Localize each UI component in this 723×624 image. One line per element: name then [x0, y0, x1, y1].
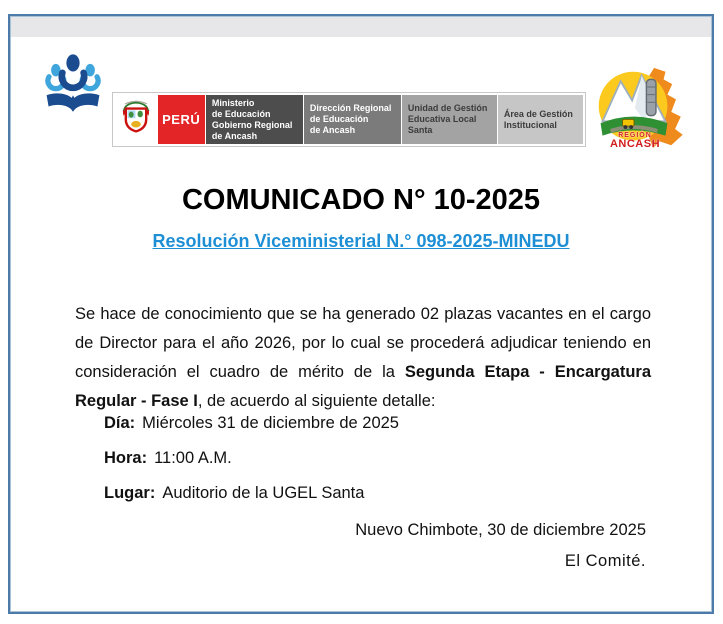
top-gray-band	[11, 17, 711, 37]
ugel-people-book-logo	[40, 50, 106, 122]
peru-label-block	[158, 95, 205, 144]
detail-hora	[104, 447, 399, 469]
peru-label: PERÚ	[162, 112, 201, 127]
detail-dia	[104, 412, 399, 434]
place-date: Nuevo Chimbote, 30 de diciembre 2025	[355, 521, 646, 539]
detail-hora-label: Hora:	[104, 449, 148, 467]
banner-segment-area-gestion: Área de Gestión Institucional	[498, 95, 583, 144]
detail-dia-label: Día:	[104, 414, 136, 432]
event-details	[104, 412, 399, 517]
page-title: COMUNICADO N° 10-2025	[181, 184, 541, 216]
detail-hora-value: 11:00 A.M.	[154, 449, 232, 467]
region-ancash-label: REGIÓN ANCASH	[609, 132, 661, 150]
detail-lugar-value: Auditorio de la UGEL Santa	[162, 484, 365, 502]
banner-segment-ugel-santa: Unidad de Gestión Educativa Local Santa	[402, 95, 497, 144]
peru-coat-of-arms-icon	[115, 95, 157, 144]
detail-lugar	[104, 482, 399, 504]
resolution-subtitle	[10, 231, 712, 252]
paragraph-text-end: , de acuerdo al siguiente detalle:	[197, 392, 436, 410]
paragraph-text-start: Se hace de conocimiento que se ha generado 02 plazas vacantes en el cargo de Director para el año 2026, por lo cual se procederá adjudicar teniendo en consideración el cuadro de mérito de la	[75, 305, 651, 381]
region-ancash-logo	[596, 66, 693, 150]
body-paragraph	[75, 300, 651, 416]
paragraph-text-bold: Segunda Etapa - Encargatura Regular - Fase I	[75, 363, 651, 410]
banner-segment-ministerio: Ministerio de Educación Gobierno Regional de Ancash	[206, 95, 303, 144]
signature: El Comité.	[564, 552, 646, 570]
document-footer	[355, 519, 646, 572]
page-border-frame	[8, 14, 714, 614]
people-over-open-book-icon	[40, 50, 106, 122]
detail-lugar-label: Lugar:	[104, 484, 156, 502]
institutional-header-banner	[112, 92, 586, 147]
detail-dia-value: Miércoles 31 de diciembre de 2025	[142, 414, 399, 432]
resolution-link[interactable]: Resolución Viceministerial N.° 098-2025-MINEDU	[152, 231, 570, 251]
banner-segment-direccion-regional: Dirección Regional de Educación de Ancash	[304, 95, 401, 144]
